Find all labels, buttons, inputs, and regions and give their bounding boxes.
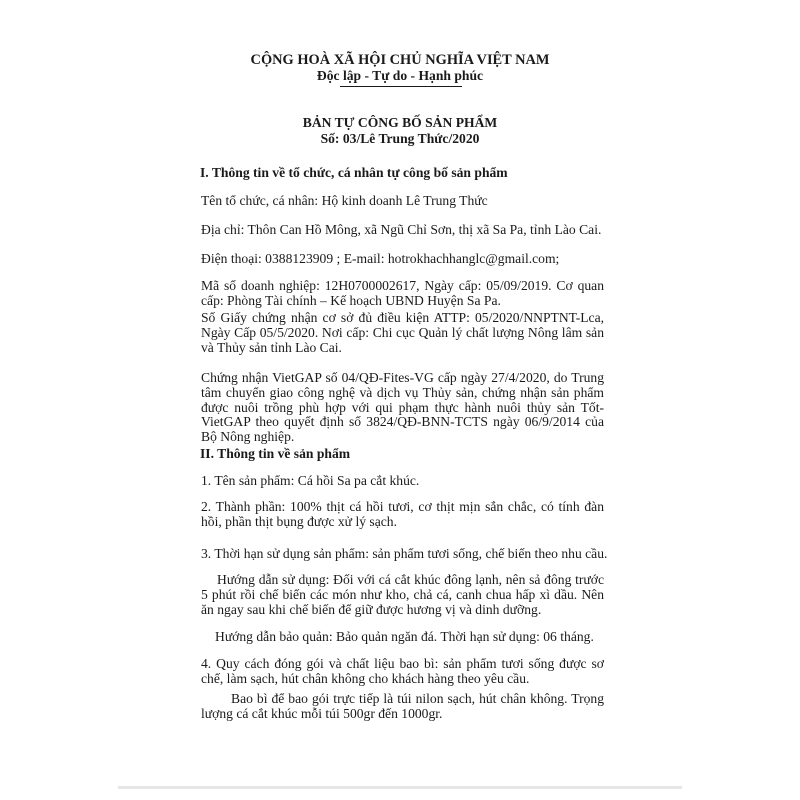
packaging-material: Bao bì để bao gói trực tiếp là túi nilon sạch, hút chân không. Trọng lượng cá cắt khúc mỗi túi 500gr đến 1000gr. (201, 691, 604, 721)
usage-instructions: Hướng dẫn sử dụng: Đối với cá cắt khúc đông lạnh, nên sả đông trước 5 phút rồi chế biến các món như kho, chả cá, canh chua hấp xì dầu. Nên ăn ngay sau khi chế biến để giữ được hương vị và dinh dưỡng. (201, 572, 604, 617)
product-name: 1. Tên sản phẩm: Cá hồi Sa pa cắt khúc. (201, 473, 420, 488)
document-title: BẢN TỰ CÔNG BỐ SẢN PHẨM (302, 115, 498, 130)
product-ingredients: 2. Thành phần: 100% thịt cá hồi tươi, cơ thịt mịn sắn chắc, có tính đàn hồi, phần thịt bụng được xử lý sạch. (201, 499, 604, 529)
page-edge-shadow (118, 786, 682, 789)
section-2-heading: II. Thông tin về sản phẩm (200, 446, 351, 461)
product-shelf-life: 3. Thời hạn sử dụng sản phẩm: sản phẩm tươi sống, chế biến theo nhu cầu. (201, 546, 608, 561)
section-1-heading: I. Thông tin về tổ chức, cá nhân tự công bố sản phẩm (200, 165, 508, 180)
org-address: Địa chỉ: Thôn Can Hồ Mông, xã Ngũ Chỉ Sơn, thị xã Sa Pa, tỉnh Lào Cai. (201, 222, 602, 237)
storage-instructions: Hướng dẫn bảo quản: Bảo quản ngăn đá. Thời hạn sử dụng: 06 tháng. (215, 629, 594, 644)
document-number: Số: 03/Lê Trung Thức/2020 (320, 131, 480, 146)
org-name: Tên tổ chức, cá nhân: Hộ kinh doanh Lê Trung Thức (201, 193, 488, 208)
motto-underline (340, 86, 462, 87)
national-motto: Độc lập - Tự do - Hạnh phúc (316, 68, 484, 83)
business-registration: Mã số doanh nghiệp: 12H0700002617, Ngày cấp: 05/09/2019. Cơ quan cấp: Phòng Tài chính – Kế hoạch UBND Huyện Sa Pa. (201, 278, 604, 308)
org-contact: Điện thoại: 0388123909 ; E-mail: hotrokhachhanglc@gmail.com; (201, 251, 560, 266)
vietgap-certificate: Chứng nhận VietGAP số 04/QĐ-Fites-VG cấp ngày 27/4/2020, do Trung tâm chuyển giao công nghệ và dịch vụ Thủy sản, chứng nhận sản phẩm được nuôi trồng phù hợp với qui phạm thực hành nuôi thủy sản Tốt-VietGAP theo quyết định số 3824/QĐ-BNN-TCTS ngày 06/9/2014 của Bộ Nông nghiệp. (201, 370, 604, 445)
packaging-spec: 4. Quy cách đóng gói và chất liệu bao bì: sản phẩm tươi sống được sơ chế, làm sạch, hút chân không cho khách hàng theo yêu cầu. (201, 656, 604, 686)
national-title: CỘNG HOÀ XÃ HỘI CHỦ NGHĨA VIỆT NAM (250, 52, 550, 68)
food-safety-certificate: Số Giấy chứng nhận cơ sở đủ điều kiện ATTP: 05/2020/NNPTNT-Lca, Ngày Cấp 05/5/2020. Nơi cấp: Chi cục Quản lý chất lượng Nông lâm sản và Thủy sản tỉnh Lào Cai. (201, 310, 604, 355)
